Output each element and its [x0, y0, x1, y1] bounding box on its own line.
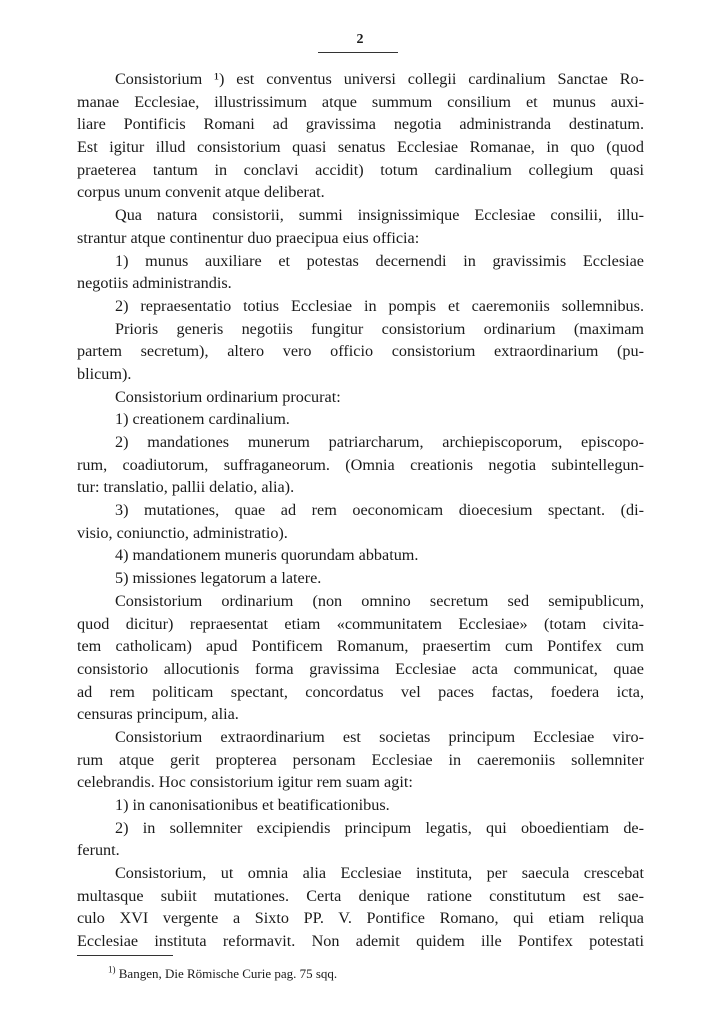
- text-line: 1) munus auxiliare et potestas decernendi in gravissimis Ecclesiae: [115, 251, 644, 270]
- text-line: ad rem politicam spectant, concordatus vel paces factas, foedera icta,: [77, 682, 644, 701]
- text-line: consistorio allocutionis forma gravissima Ecclesiae acta communicat, quae: [77, 659, 644, 678]
- text-line: 2) repraesentatio totius Ecclesiae in pompis et caeremoniis sollemnibus.: [115, 296, 644, 315]
- text-line: culo XVI vergente a Sixto PP. V. Pontifice Romano, qui etiam reliqua: [77, 909, 644, 928]
- footnote-rule: [77, 955, 173, 956]
- text-line: 2) in sollemniter excipiendis principum legatis, qui oboedientiam de-: [115, 818, 644, 837]
- footnote-marker: 1): [108, 964, 116, 975]
- text-line: liare Pontificis Romani ad gravissima negotia administranda destinatum.: [77, 115, 644, 134]
- text-line: 5) missiones legatorum a latere.: [115, 569, 322, 588]
- text-line: Prioris generis negotiis fungitur consistorium ordinarium (maximam: [115, 319, 644, 338]
- text-line: Ecclesiae instituta reformavit. Non ademit quidem ille Pontifex potestati: [77, 932, 644, 951]
- text-line: 1) creationem cardinalium.: [115, 410, 290, 429]
- text-line: tur: translatio, pallii delatio, alia).: [77, 478, 295, 497]
- body-text: [77, 68, 644, 953]
- text-line: negotiis administrandis.: [77, 274, 232, 293]
- text-line: strantur atque continentur duo praecipua eius officia:: [77, 228, 420, 247]
- text-line: 2) mandationes munerum patriarcharum, archiepiscoporum, episcopo-: [115, 433, 644, 451]
- text-line: censuras principum, alia.: [77, 705, 239, 724]
- text-line: Est igitur illud consistorium quasi senatus Ecclesiae Romanae, in quo (quod: [77, 138, 644, 157]
- text-line: 4) mandationem muneris quorundam abbatum.: [115, 546, 419, 565]
- text-line: rum, coadiutorum, suffraganeorum. (Omnia creationis negotia subintellegun-: [77, 455, 644, 474]
- text-line: Consistorium ordinarium procurat:: [115, 387, 341, 406]
- text-line: corpus unum convenit atque deliberat.: [77, 183, 325, 202]
- page-number-rule: [318, 52, 398, 53]
- page-number: 2: [356, 32, 364, 47]
- text-line: manae Ecclesiae, illustrissimum atque summum consilium et munus auxi-: [77, 92, 644, 111]
- text-line: Qua natura consistorii, summi insignissimique Ecclesiae consilii, illu-: [115, 206, 644, 225]
- text-line: Consistorium ¹) est conventus universi collegii cardinalium Sanctae Ro-: [115, 70, 644, 88]
- text-line: blicum).: [77, 364, 132, 383]
- text-line: Consistorium extraordinarium est societas principum Ecclesiae viro-: [115, 727, 644, 746]
- footnote-text: Bangen, Die Römische Curie pag. 75 sqq.: [115, 966, 338, 981]
- text-line: ferunt.: [77, 841, 120, 860]
- footnote: [108, 966, 337, 982]
- text-line: quod dicitur) repraesentat etiam «communitatem Ecclesiae» (totam civita-: [77, 614, 644, 633]
- text-line: tem catholicam) apud Pontificem Romanum, praesertim cum Pontifex cum: [77, 637, 644, 656]
- text-line: 3) mutationes, quae ad rem oeconomicam dioecesium spectant. (di-: [115, 501, 644, 520]
- text-line: praeterea tantum in conclavi accidit) totum cardinalium collegium quasi: [77, 160, 644, 179]
- text-line: 1) in canonisationibus et beatificationibus.: [115, 796, 390, 814]
- text-line: partem secretum), altero vero officio consistorium extraordinarium (pu-: [77, 342, 644, 361]
- text-line: visio, coniunctio, administratio).: [77, 523, 288, 542]
- text-line: rum atque gerit propterea personam Ecclesiae in caeremoniis sollemniter: [77, 750, 644, 769]
- text-line: multasque subiit mutationes. Certa denique ratione constitutum est sae-: [77, 886, 644, 905]
- text-line: Consistorium ordinarium (non omnino secretum sed semipublicum,: [115, 591, 644, 610]
- text-line: celebrandis. Hoc consistorium igitur rem suam agit:: [77, 773, 413, 792]
- text-line: Consistorium, ut omnia alia Ecclesiae instituta, per saecula crescebat: [115, 864, 644, 883]
